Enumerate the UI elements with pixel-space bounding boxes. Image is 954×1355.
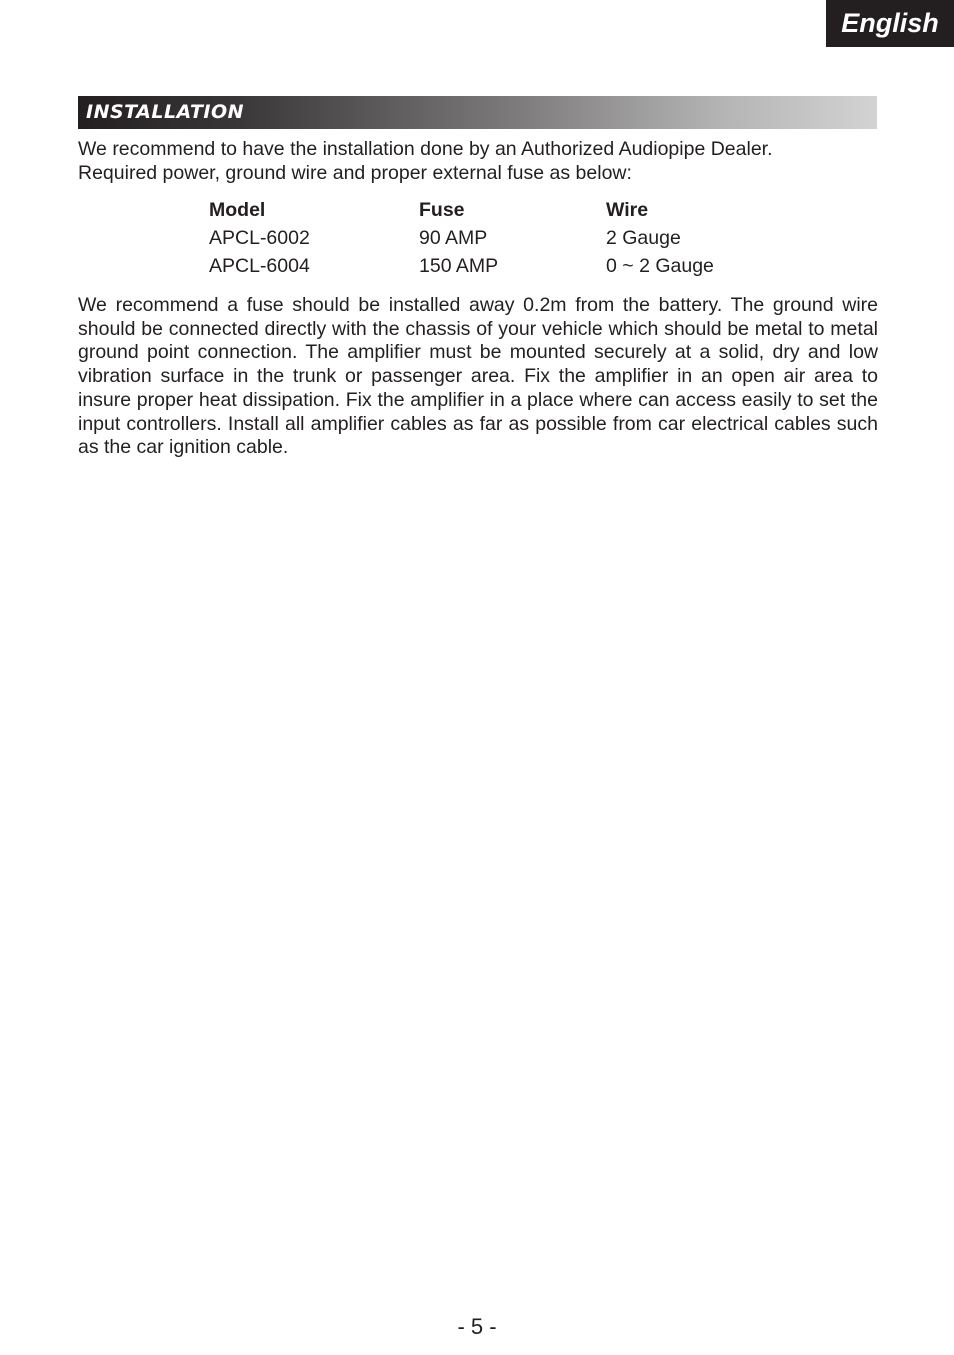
page-number: - 5 - [457, 1314, 497, 1339]
installation-paragraph [78, 294, 878, 460]
intro-line-2: Required power, ground wire and proper external fuse as below: [78, 162, 632, 184]
cell-wire: 0 ~ 2 Gauge [606, 255, 714, 277]
section-title: INSTALLATION [86, 101, 245, 123]
header-model: Model [209, 199, 266, 221]
table-header-row [209, 196, 806, 224]
language-tab: English [826, 0, 954, 47]
header-fuse: Fuse [419, 199, 465, 221]
table-row [209, 224, 806, 252]
cell-fuse: 90 AMP [419, 227, 488, 249]
cell-model: APCL-6004 [209, 255, 310, 277]
section-header-bar [78, 96, 877, 129]
fuse-table [209, 196, 806, 280]
table-row [209, 252, 806, 280]
intro-line-1: We recommend to have the installation done by an Authorized Audiopipe Dealer. [78, 138, 773, 160]
paragraph-text: We recommend a fuse should be installed away 0.2m from the battery. The ground wire should be connected directly with the chassis of your vehicle which should be metal to metal ground point connection. The amplifier must be mounted securely at a solid, dry and low vibration surface in the trunk or passenger area. Fix the amplifier in an open air area to insure proper heat dissipation. Fix the amplifier in a place where can access easily to set the input controllers. Install all amplifier cables as far as possible from car electrical cables such as the car ignition cable. [78, 294, 878, 459]
intro-text [78, 137, 878, 185]
cell-wire: 2 Gauge [606, 227, 681, 249]
cell-fuse: 150 AMP [419, 255, 499, 277]
cell-model: APCL-6002 [209, 227, 310, 249]
header-wire: Wire [606, 199, 649, 221]
